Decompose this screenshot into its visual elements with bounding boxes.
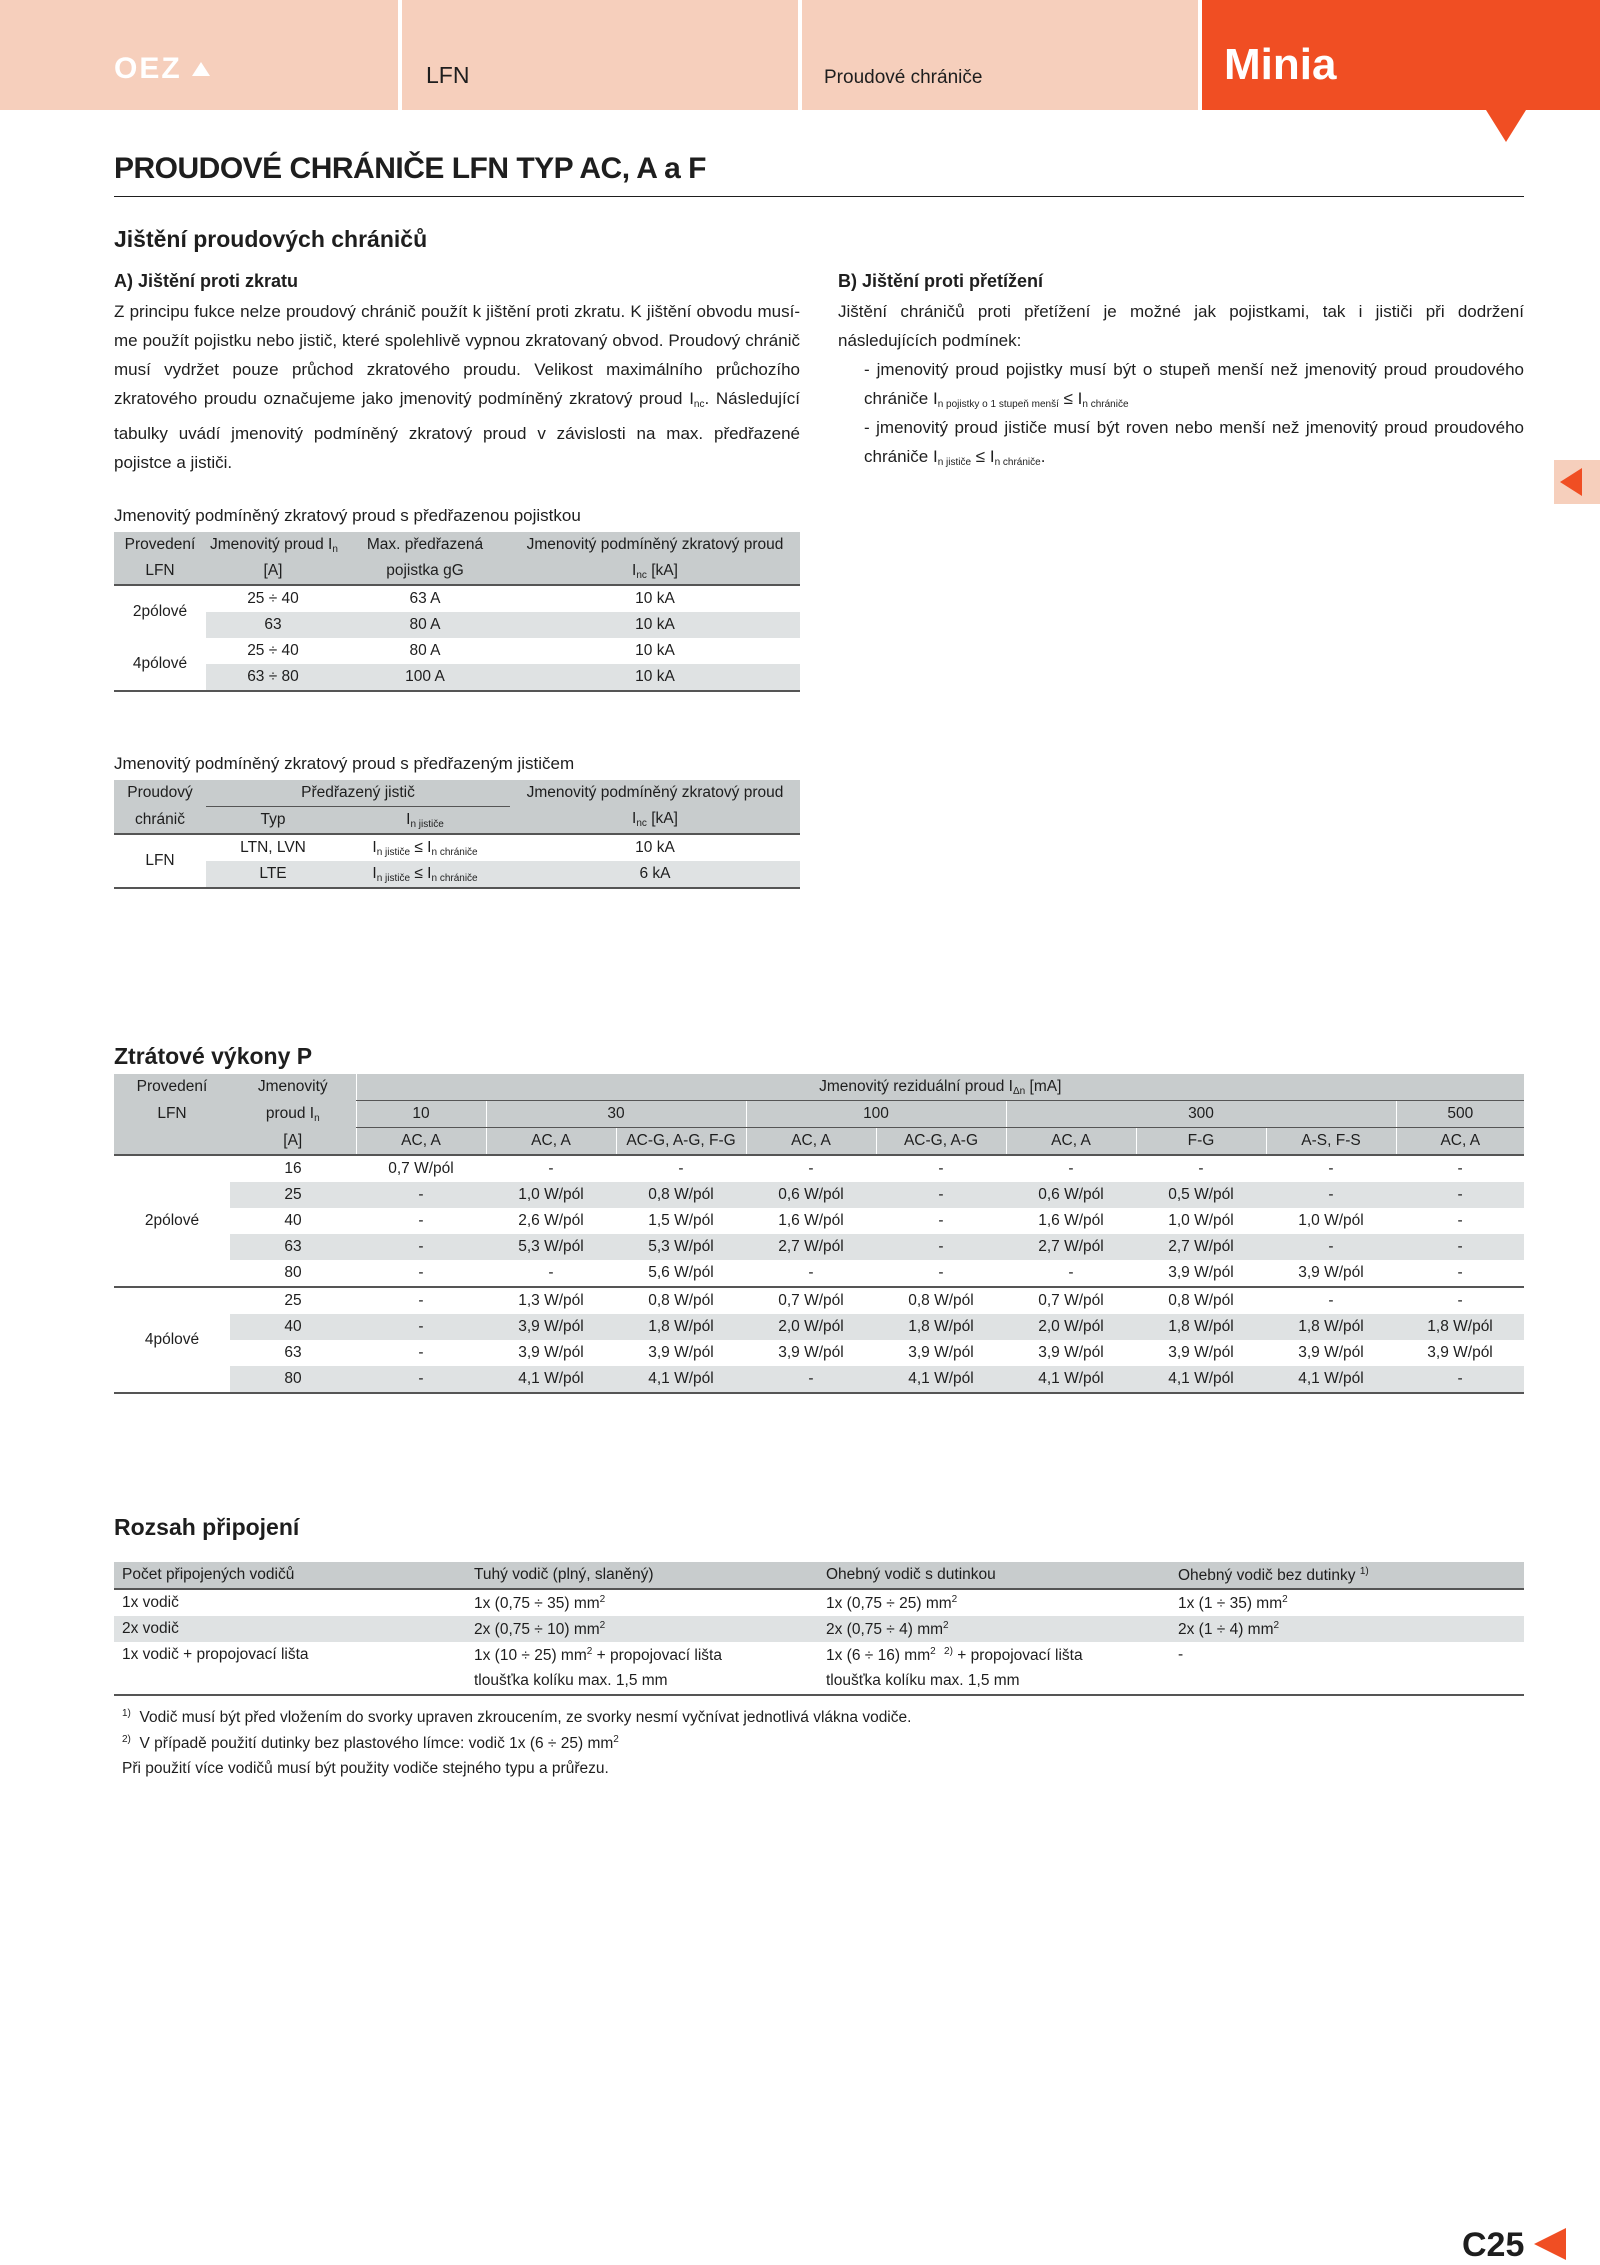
- breaker-header-inc-sub: nc: [636, 818, 647, 830]
- breaker-header-in-i: I: [406, 810, 411, 828]
- power-loss-cell: 2,7 W/pól: [1136, 1234, 1266, 1260]
- power-loss-cell: 1,8 W/pól: [1396, 1314, 1524, 1340]
- power-loss-cell: 0,7 W/pól: [1038, 1292, 1104, 1309]
- table-cell: -: [1178, 1646, 1184, 1663]
- losses-header-span-unit: [mA]: [1025, 1077, 1062, 1095]
- table-cell: 2x vodič: [114, 1616, 466, 1642]
- fuse-header-rated: Jmenovitý podmíněný zkratový proud: [510, 532, 800, 558]
- breaker-header-inc: [510, 807, 800, 835]
- table-cell: 80 A: [409, 642, 441, 659]
- table-row: [114, 1340, 1524, 1366]
- fuse-header-inc: [510, 558, 800, 585]
- table-cell: [340, 861, 510, 888]
- breaker-header-inc-unit: [kA]: [646, 810, 678, 828]
- power-loss-cell: -: [678, 1160, 684, 1177]
- logo-triangle-icon: [192, 62, 210, 76]
- power-loss-cell: -: [808, 1160, 814, 1177]
- table-cell: LTN, LVN: [240, 839, 306, 856]
- power-loss-cell: -: [1396, 1260, 1524, 1287]
- overload-bullet-1: [864, 355, 1524, 419]
- losses-header-in: [230, 1101, 356, 1128]
- table-row: [114, 1616, 1524, 1642]
- losses-header-span-sub: Δn: [1012, 1085, 1026, 1097]
- rated-current-cell: 40: [230, 1314, 356, 1340]
- page-arrow-icon: [1534, 2228, 1566, 2260]
- power-loss-cell: -: [418, 1212, 424, 1229]
- breaker-header-type: Typ: [206, 807, 340, 835]
- cell-text: + propojovací lišta: [592, 1646, 722, 1664]
- power-loss-cell: -: [1396, 1234, 1524, 1260]
- power-loss-cell: 0,6 W/pól: [1006, 1182, 1136, 1208]
- power-loss-cell: 0,7 W/pól: [388, 1160, 454, 1177]
- table-cell: 1x vodič: [122, 1594, 179, 1611]
- power-loss-cell: -: [1457, 1292, 1463, 1309]
- footnote-1-text: Vodič musí být před vložením do svorky upraven zkroucením, ze svorky nesmí vyčnívat jednotlivá vlákna vodiče.: [139, 1709, 912, 1726]
- breaker-header-inc-i: I: [632, 810, 637, 828]
- fuse-table-header-row-1: [114, 532, 800, 558]
- table-cell: [466, 1642, 818, 1668]
- cell-sup: 2 2): [930, 1645, 953, 1657]
- overload-intro: Jištění chráničů proti přetížení je možné jak pojistkami, tak i jističi při dodržení následujících podmínek:: [838, 302, 1524, 350]
- power-loss-cell: -: [356, 1366, 486, 1393]
- cell-text: 1x (10 ÷ 25) mm: [474, 1646, 587, 1664]
- bullet2-sub1: n jističe: [937, 457, 972, 468]
- breaker-header-rcd: Proudový: [114, 780, 206, 807]
- fuse-header-current: [206, 532, 340, 558]
- cell-sup: 2: [599, 1619, 606, 1631]
- fuse-header-lfn: LFN: [114, 558, 206, 585]
- power-loss-cell: 4,1 W/pól: [616, 1366, 746, 1393]
- fuse-header-unit: [A]: [206, 558, 340, 585]
- losses-header-span-text: Jmenovitý reziduální proud I: [819, 1077, 1013, 1095]
- power-loss-cell: 2,0 W/pól: [746, 1314, 876, 1340]
- power-loss-cell: 1,8 W/pól: [876, 1314, 1006, 1340]
- power-loss-cell: 0,7 W/pól: [778, 1292, 844, 1309]
- power-loss-cell: -: [1006, 1260, 1136, 1287]
- table-row: [114, 1589, 1524, 1616]
- table-cell: 10 kA: [510, 612, 800, 638]
- power-loss-cell: 4,1 W/pól: [1136, 1366, 1266, 1393]
- table-cell: [1170, 1616, 1524, 1642]
- power-loss-cell: -: [746, 1260, 876, 1287]
- losses-header-row-2: [114, 1101, 1524, 1128]
- table-row: [114, 1642, 1524, 1668]
- cell-text: 2x (0,75 ÷ 4) mm: [826, 1620, 944, 1638]
- table-row: [114, 861, 800, 888]
- table-cell: [114, 1668, 466, 1695]
- connection-header-count: Počet připojených vodičů: [114, 1562, 466, 1589]
- fuse-header-inc-unit: [kA]: [646, 561, 678, 579]
- power-loss-cell: -: [1266, 1182, 1396, 1208]
- table-cell: 25 ÷ 40: [247, 590, 299, 607]
- breaker-table-caption: Jmenovitý podmíněný zkratový proud s předřazeným jističem: [114, 754, 575, 773]
- cell-text: + propojovací lišta: [952, 1646, 1083, 1664]
- table-cell: tloušťka kolíku max. 1,5 mm: [818, 1668, 1170, 1695]
- table-cell: [466, 1589, 818, 1616]
- losses-header-blank: [114, 1128, 230, 1156]
- table-cell: [1170, 1668, 1524, 1695]
- connection-header-ferrule: Ohebný vodič s dutinkou: [818, 1562, 1170, 1589]
- rcd-type-header: AC, A: [356, 1128, 486, 1156]
- power-loss-cell: 2,0 W/pól: [1006, 1314, 1136, 1340]
- rated-current-cell: 80: [230, 1366, 356, 1393]
- power-loss-cell: 4,1 W/pól: [876, 1366, 1006, 1393]
- header-section: Proudové chrániče: [824, 67, 983, 88]
- title-divider: [114, 196, 1524, 197]
- power-loss-cell: -: [938, 1160, 944, 1177]
- residual-current-header: 500: [1396, 1101, 1524, 1128]
- power-loss-cell: 3,9 W/pól: [1136, 1260, 1266, 1287]
- rcd-type-header: AC-G, A-G: [876, 1128, 1006, 1156]
- losses-header-row-3: [114, 1128, 1524, 1156]
- short-circuit-text-sub: nc: [693, 399, 705, 410]
- rcd-type-header: AC, A: [1396, 1128, 1524, 1156]
- rcd-type-header: AC-G, A-G, F-G: [616, 1128, 746, 1156]
- header-section-cell: [802, 0, 1198, 110]
- table-row: [114, 612, 800, 638]
- fuse-group-label: 4pólové: [114, 638, 206, 691]
- connection-header-sup: 1): [1359, 1565, 1369, 1577]
- overload-heading: B) Jištění proti přetížení: [838, 271, 1044, 291]
- cond-op: ≤ I: [410, 838, 432, 856]
- losses-header-span: [356, 1074, 1524, 1101]
- fuse-table-header-row-2: [114, 558, 800, 585]
- residual-current-header: 300: [1006, 1101, 1396, 1128]
- power-loss-cell: 4,1 W/pól: [1006, 1366, 1136, 1393]
- fuse-header-version: Provedení: [114, 532, 206, 558]
- table-cell: 25 ÷ 40: [247, 642, 299, 659]
- table-cell: [818, 1616, 1170, 1642]
- power-loss-cell: -: [356, 1260, 486, 1287]
- fuse-header-current-text: Jmenovitý proud I: [210, 535, 333, 553]
- power-loss-cell: 1,6 W/pól: [778, 1212, 844, 1229]
- power-loss-cell: 0,6 W/pól: [746, 1182, 876, 1208]
- rcd-type-header: AC, A: [486, 1128, 616, 1156]
- table-row: [114, 1155, 1524, 1182]
- power-loss-cell: -: [1396, 1182, 1524, 1208]
- cell-text: 2x (0,75 ÷ 10) mm: [474, 1620, 600, 1638]
- losses-header-in-text: proud I: [265, 1104, 315, 1122]
- table-row: [114, 638, 800, 664]
- cond-op: ≤ I: [410, 864, 432, 882]
- table-row: [114, 1234, 1524, 1260]
- power-loss-cell: 4,1 W/pól: [486, 1366, 616, 1393]
- power-loss-cell: -: [356, 1314, 486, 1340]
- fuse-header-max-fuse: Max. předřazená: [340, 532, 510, 558]
- connection-header-solid: Tuhý vodič (plný, slaněný): [466, 1562, 818, 1589]
- short-circuit-text-part1: Z principu fukce nelze proudový chránič použít k jištění proti zkratu. K jištění obvodu musí-me použít pojistku nebo jistič, které spolehlivě vypnou zkratovaný obvod. Proudový chránič musí vydržet pouze průchod zkratového proudu. Velikost maximálního průchozího zkratového proudu označujeme jako jmenovitý podmíněný zkratový proud I: [114, 302, 800, 408]
- power-loss-cell: 0,8 W/pól: [1168, 1292, 1234, 1309]
- power-loss-cell: 3,9 W/pól: [1038, 1344, 1104, 1361]
- fuse-header-gg: pojistka gG: [340, 558, 510, 585]
- power-loss-cell: 1,3 W/pól: [518, 1292, 584, 1309]
- power-loss-cell: 1,0 W/pól: [1298, 1212, 1364, 1229]
- cond-i: I: [372, 864, 377, 882]
- power-loss-cell: 0,8 W/pól: [616, 1182, 746, 1208]
- header-series-cell: [402, 0, 798, 110]
- rated-current-cell: 80: [230, 1260, 356, 1287]
- residual-current-header: 100: [746, 1101, 1006, 1128]
- power-loss-cell: 1,8 W/pól: [616, 1314, 746, 1340]
- power-loss-cell: 3,9 W/pól: [486, 1314, 616, 1340]
- power-loss-cell: 3,9 W/pól: [1266, 1260, 1396, 1287]
- table-row: [114, 664, 800, 691]
- cell-text: 1x (0,75 ÷ 25) mm: [826, 1594, 952, 1612]
- bullet2-sub2: n chrániče: [994, 457, 1041, 468]
- bullet1-sub1: n pojistky o 1 stupeň menší: [937, 399, 1059, 410]
- table-cell: 6 kA: [510, 861, 800, 888]
- cell-text: 1x (1 ÷ 35) mm: [1178, 1594, 1283, 1612]
- cond-sub-b: n chrániče: [431, 846, 478, 858]
- table-cell: 80 A: [340, 612, 510, 638]
- losses-table: [114, 1074, 1524, 1394]
- power-loss-cell: -: [1457, 1160, 1463, 1177]
- power-loss-cell: 3,9 W/pól: [1168, 1344, 1234, 1361]
- cond-sub-b: n chrániče: [431, 872, 478, 884]
- breaker-header-span: Předřazený jistič: [206, 780, 510, 807]
- table-cell: [818, 1589, 1170, 1616]
- table-cell: 10 kA: [635, 642, 675, 659]
- power-loss-cell: -: [746, 1366, 876, 1393]
- power-loss-cell: -: [1457, 1212, 1463, 1229]
- fuse-group-label: 2pólové: [132, 603, 188, 620]
- cell-text: 1x (6 ÷ 16) mm: [826, 1646, 931, 1664]
- table-cell: [466, 1616, 818, 1642]
- power-loss-cell: 2,7 W/pól: [746, 1234, 876, 1260]
- power-loss-cell: 3,9 W/pól: [1427, 1344, 1493, 1361]
- power-loss-cell: 5,3 W/pól: [486, 1234, 616, 1260]
- power-loss-cell: 1,5 W/pól: [648, 1212, 714, 1229]
- connection-table: [114, 1562, 1524, 1696]
- losses-header-row-1: [114, 1074, 1524, 1101]
- breaker-header-in-sub: n jističe: [410, 818, 444, 830]
- side-arrow-icon: [1560, 468, 1582, 496]
- power-loss-cell: 5,3 W/pól: [616, 1234, 746, 1260]
- losses-header-current: Jmenovitý: [230, 1074, 356, 1101]
- power-loss-cell: -: [876, 1260, 1006, 1287]
- table-row: [114, 1366, 1524, 1393]
- connection-header-no-ferrule-text: Ohebný vodič bez dutinky: [1178, 1566, 1356, 1584]
- header-notch-icon: [1486, 110, 1526, 142]
- cell-text: 1x (0,75 ÷ 35) mm: [474, 1594, 600, 1612]
- page-header: [0, 0, 1600, 112]
- power-loss-cell: -: [1396, 1366, 1524, 1393]
- footnote-2-text: V případě použití dutinky bez plastového límce: vodič 1x (6 ÷ 25) mm: [139, 1735, 614, 1752]
- cond-sub-a: n jističe: [376, 872, 411, 884]
- power-loss-cell: -: [486, 1260, 616, 1287]
- table-row: [114, 1208, 1524, 1234]
- short-circuit-text: [114, 297, 800, 477]
- power-loss-cell: 2,6 W/pól: [518, 1212, 584, 1229]
- power-loss-cell: 1,0 W/pól: [486, 1182, 616, 1208]
- footnote-1: [122, 1708, 911, 1727]
- power-loss-cell: -: [1328, 1160, 1334, 1177]
- table-row: [114, 585, 800, 612]
- losses-header-unit: [A]: [230, 1128, 356, 1156]
- losses-header-in-sub: n: [314, 1112, 320, 1124]
- power-loss-cell: 5,6 W/pól: [616, 1260, 746, 1287]
- connection-header-row: [114, 1562, 1524, 1589]
- power-loss-cell: 3,9 W/pól: [1298, 1344, 1364, 1361]
- table-cell: 63 A: [409, 590, 441, 607]
- table-cell: LTE: [206, 861, 340, 888]
- power-loss-cell: 2,7 W/pól: [1006, 1234, 1136, 1260]
- table-cell: [1170, 1589, 1524, 1616]
- table-cell: 10 kA: [635, 590, 675, 607]
- cell-sup: 2: [943, 1619, 949, 1631]
- fuse-header-inc-sub: nc: [636, 569, 647, 581]
- table-row: [114, 1260, 1524, 1287]
- table-cell: [340, 834, 510, 861]
- rated-current-cell: 25: [230, 1182, 356, 1208]
- table-cell: 10 kA: [510, 664, 800, 691]
- power-loss-cell: -: [418, 1292, 424, 1309]
- power-loss-cell: 1,6 W/pól: [1038, 1212, 1104, 1229]
- table-cell: 63: [206, 612, 340, 638]
- power-loss-cell: 1,8 W/pól: [1136, 1314, 1266, 1340]
- losses-heading: Ztrátové výkony P: [114, 1043, 313, 1069]
- power-loss-cell: 1,0 W/pól: [1168, 1212, 1234, 1229]
- rated-current-cell: 63: [284, 1344, 302, 1361]
- fuse-table: [114, 532, 800, 692]
- power-loss-cell: 0,8 W/pól: [908, 1292, 974, 1309]
- power-loss-cell: 3,9 W/pól: [778, 1344, 844, 1361]
- cell-text: 2x (1 ÷ 4) mm: [1178, 1620, 1274, 1638]
- table-cell: 1x vodič + propojovací lišta: [122, 1646, 309, 1663]
- cell-sup: 2: [951, 1593, 958, 1605]
- losses-group-label: 4pólové: [114, 1287, 230, 1393]
- header-brand: Minia: [1224, 40, 1337, 89]
- breaker-table-header-row-2: [114, 807, 800, 835]
- footnote-2-mark: 2): [122, 1734, 131, 1745]
- power-loss-cell: 3,9 W/pól: [908, 1344, 974, 1361]
- power-loss-cell: -: [938, 1212, 944, 1229]
- power-loss-cell: -: [1266, 1234, 1396, 1260]
- breaker-table: [114, 780, 800, 889]
- footnote-2: [122, 1734, 619, 1753]
- table-row: [114, 1668, 1524, 1695]
- page-number: C25: [1462, 2226, 1525, 2264]
- header-series: LFN: [426, 62, 470, 88]
- bullet2-op: ≤ I: [971, 447, 995, 466]
- rated-current-cell: 63: [230, 1234, 356, 1260]
- fuse-header-current-sub: n: [332, 543, 338, 555]
- power-loss-cell: -: [1328, 1292, 1334, 1309]
- power-loss-cell: -: [876, 1234, 1006, 1260]
- residual-current-header: 10: [356, 1101, 486, 1128]
- rcd-type-header: AC, A: [1006, 1128, 1136, 1156]
- power-loss-cell: 4,1 W/pól: [1266, 1366, 1396, 1393]
- power-loss-cell: -: [356, 1234, 486, 1260]
- table-row: [114, 834, 800, 861]
- breaker-header-in: [340, 807, 510, 835]
- table-cell: 63 ÷ 80: [206, 664, 340, 691]
- table-cell: 100 A: [340, 664, 510, 691]
- power-loss-cell: 0,8 W/pól: [648, 1292, 714, 1309]
- table-row: [114, 1314, 1524, 1340]
- rated-current-cell: 16: [284, 1160, 302, 1177]
- fuse-header-inc-i: I: [632, 561, 637, 579]
- bullet1-text: - jmenovitý proud pojistky musí být o stupeň menší než jmenovitý proud proudového chrániče I: [864, 360, 1524, 408]
- breaker-table-header-row-1: [114, 780, 800, 807]
- power-loss-cell: -: [356, 1182, 486, 1208]
- bullet1-sub2: n chrániče: [1082, 399, 1129, 410]
- power-loss-cell: -: [418, 1344, 424, 1361]
- bullet2-text: - jmenovitý proud jističe musí být roven nebo menší než jmenovitý proud proudového chrániče I: [864, 418, 1524, 466]
- rcd-type-header: F-G: [1136, 1128, 1266, 1156]
- cond-i: I: [372, 838, 377, 856]
- power-loss-cell: 3,9 W/pól: [648, 1344, 714, 1361]
- breaker-header-rated: Jmenovitý podmíněný zkratový proud: [510, 780, 800, 807]
- bullet1-op: ≤ I: [1058, 389, 1083, 408]
- table-cell: tloušťka kolíku max. 1,5 mm: [466, 1668, 818, 1695]
- oez-logo: OEZ: [114, 52, 182, 85]
- footnote-1-mark: 1): [122, 1708, 131, 1719]
- connection-heading: Rozsah připojení: [114, 1514, 300, 1540]
- short-circuit-heading: A) Jištění proti zkratu: [114, 271, 299, 291]
- rcd-type-header: A-S, F-S: [1266, 1128, 1396, 1156]
- breaker-header-rcd-2: chránič: [114, 807, 206, 835]
- power-loss-cell: -: [1198, 1160, 1204, 1177]
- short-circuit-text-part2: . Následující tabulky uvádí jmenovitý podmíněný zkratový proud v závislosti na max. předřazené pojistce a jističi.: [114, 389, 800, 472]
- losses-header-version: Provedení: [114, 1074, 230, 1101]
- rated-current-cell: 25: [284, 1292, 302, 1309]
- power-loss-cell: -: [548, 1160, 554, 1177]
- connection-header-no-ferrule: [1170, 1562, 1524, 1589]
- power-loss-cell: 3,9 W/pól: [518, 1344, 584, 1361]
- cell-sup: 2: [1282, 1593, 1288, 1605]
- table-cell: [818, 1642, 1170, 1668]
- page-title: PROUDOVÉ CHRÁNIČE LFN TYP AC, A a F: [114, 152, 706, 185]
- losses-group-label: 2pólové: [114, 1155, 230, 1287]
- bullet2-end: .: [1040, 447, 1046, 466]
- footnote-2-sup: 2: [613, 1734, 619, 1745]
- power-loss-cell: -: [1068, 1160, 1074, 1177]
- breaker-group-label: LFN: [114, 834, 206, 888]
- residual-current-header: 30: [486, 1101, 746, 1128]
- cell-sup: 2: [1273, 1619, 1280, 1631]
- losses-header-lfn: LFN: [114, 1101, 230, 1128]
- overload-bullet-2: [864, 413, 1524, 477]
- footnote-3: Při použití více vodičů musí být použity vodiče stejného typu a průřezu.: [122, 1760, 609, 1777]
- cond-sub-a: n jističe: [376, 846, 411, 858]
- rated-current-cell: 40: [284, 1212, 302, 1229]
- power-loss-cell: 0,5 W/pól: [1136, 1182, 1266, 1208]
- table-row: [114, 1182, 1524, 1208]
- power-loss-cell: -: [876, 1182, 1006, 1208]
- table-row: [114, 1287, 1524, 1314]
- table-cell: 10 kA: [635, 839, 675, 856]
- header-logo-cell: [0, 0, 398, 110]
- cell-sup: 2: [599, 1593, 606, 1605]
- cell-sup: 2: [586, 1645, 593, 1657]
- protection-heading: Jištění proudových chráničů: [114, 226, 428, 252]
- power-loss-cell: 1,8 W/pól: [1266, 1314, 1396, 1340]
- rcd-type-header: AC, A: [746, 1128, 876, 1156]
- fuse-table-caption: Jmenovitý podmíněný zkratový proud s předřazenou pojistkou: [114, 506, 581, 525]
